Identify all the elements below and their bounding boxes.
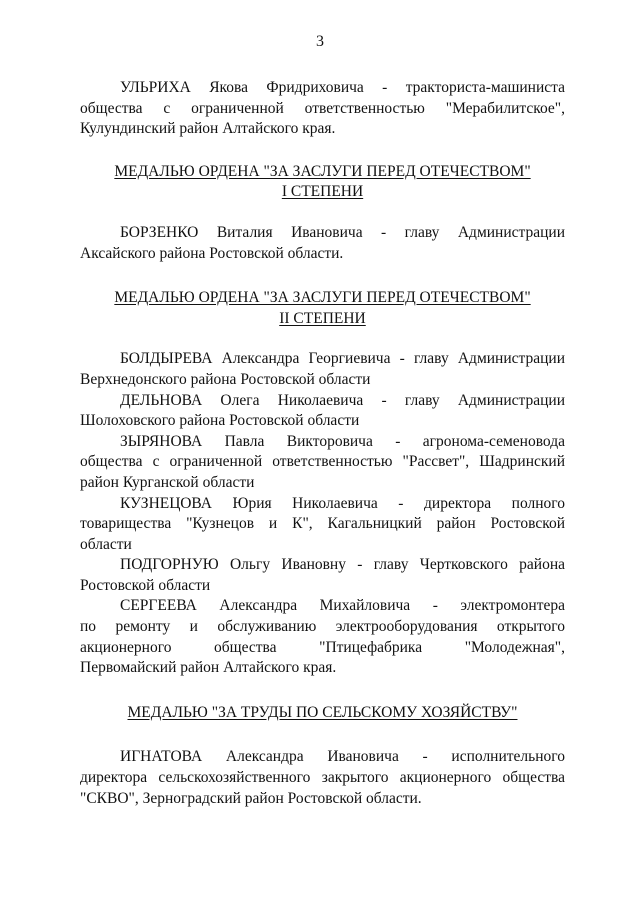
award-entry-ulrikh <box>80 78 565 140</box>
heading-line: МЕДАЛЬЮ ОРДЕНА "ЗА ЗАСЛУГИ ПЕРЕД ОТЕЧЕСТВОМ" <box>114 289 531 307</box>
award-entry-podgornaya <box>80 555 565 596</box>
entry-line: БОРЗЕНКО Виталия Ивановича - главу Администрации <box>120 223 565 241</box>
entry-line: УЛЬРИХА Якова Фридриховича - тракториста-машиниста <box>120 79 565 96</box>
entry-line: директора сельскохозяйственного закрытого акционерного общества <box>80 769 565 787</box>
entry-line: БОЛДЫРЕВА Александра Георгиевича - главу Администрации <box>120 350 565 368</box>
entry-line: район Курганской области <box>80 473 255 491</box>
heading-line: I СТЕПЕНИ <box>281 183 364 201</box>
entry-line: акционерного общества "Птицефабрика "Молодежная", <box>80 638 565 656</box>
entry-line: Ростовской области <box>80 576 211 594</box>
entry-line: общества с ограниченной ответственностью "Рассвет", Шадринский <box>80 453 565 471</box>
entry-line: Кулундинский район Алтайского края. <box>80 120 336 138</box>
award-entry-zyryanov <box>80 432 565 494</box>
entry-line: ИГНАТОВА Александра Ивановича - исполнительного <box>120 748 565 766</box>
section-heading-medal-2 <box>80 288 565 329</box>
award-entry-borzenko <box>80 223 565 264</box>
entry-line: СЕРГЕЕВА Александра Михайловича - электромонтера <box>120 597 565 615</box>
entry-line: Шолоховского района Ростовской области <box>80 412 360 430</box>
award-entry-delnov <box>80 391 565 432</box>
section-heading-medal-3 <box>80 703 565 724</box>
section-heading-medal-1 <box>80 162 565 203</box>
entry-line: Аксайского района Ростовской области. <box>80 244 344 262</box>
heading-line: МЕДАЛЬЮ "ЗА ТРУДЫ ПО СЕЛЬСКОМУ ХОЗЯЙСТВУ" <box>127 703 518 721</box>
entry-line: ПОДГОРНУЮ Ольгу Ивановну - главу Чертковского района <box>120 556 565 574</box>
entry-line: ЗЫРЯНОВА Павла Викторовича - агронома-семеновода <box>120 432 565 450</box>
heading-line: МЕДАЛЬЮ ОРДЕНА "ЗА ЗАСЛУГИ ПЕРЕД ОТЕЧЕСТВОМ" <box>114 162 531 180</box>
entry-line: Первомайский район Алтайского края. <box>80 659 337 677</box>
page-number: 3 <box>316 33 324 50</box>
entry-line: Верхнедонского района Ростовской области <box>80 370 371 388</box>
entry-line: общества с ограниченной ответственностью "Мерабилитское", <box>80 99 565 117</box>
entry-line: "СКВО", Зерноградский район Ростовской области. <box>80 789 422 807</box>
award-entry-sergeev <box>80 596 565 678</box>
entry-line: области <box>80 535 132 553</box>
entry-line: ДЕЛЬНОВА Олега Николаевича - главу Администрации <box>120 391 565 409</box>
entry-line: КУЗНЕЦОВА Юрия Николаевича - директора полного <box>120 494 565 512</box>
document-body <box>80 78 565 809</box>
entry-line: товарищества "Кузнецов и К", Кагальницкий район Ростовской <box>80 515 565 533</box>
entry-line: по ремонту и обслуживанию электрооборудования открытого <box>80 618 565 636</box>
heading-line: II СТЕПЕНИ <box>279 309 366 327</box>
award-entry-ignatov <box>80 747 565 809</box>
award-entry-boldyrev <box>80 349 565 390</box>
award-entry-kuznetsov <box>80 494 565 556</box>
